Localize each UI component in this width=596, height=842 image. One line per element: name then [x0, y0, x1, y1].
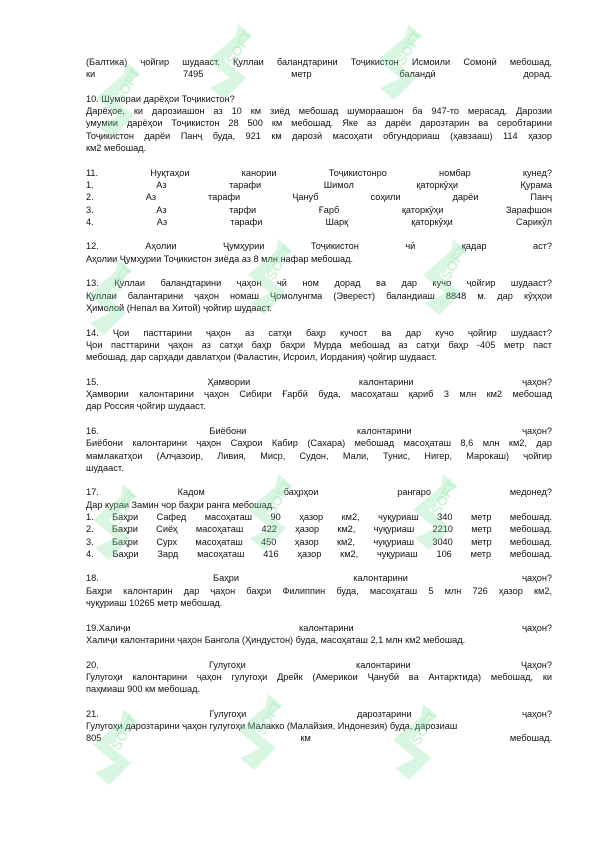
paragraph-gap — [86, 81, 552, 93]
text-line: ки 7495 метр баландӣ дорад. — [86, 69, 552, 80]
text-line: 3. Баҳри Сурх масоҳаташ 450 ҳазор км2, чуқуриаш 3040 метр мебошад. — [86, 536, 552, 547]
paragraph-gap — [86, 474, 552, 486]
svg-text:SOFT: SOFT — [110, 65, 144, 106]
text-line: 4. Баҳри Зард масоҳаташ 416 ҳазор км2, чуқуриаш 106 метр мебошад. — [86, 548, 552, 559]
text-line: 10. Шумораи дарёҳои Тоҷикистон? — [86, 93, 235, 104]
text-line: 21. Гулугоҳи дарозтарини ҷаҳон? — [86, 708, 552, 719]
svg-text:SOFT: SOFT — [252, 697, 286, 738]
text-line: 2. Баҳри Сиёҳ масоҳаташ 422 ҳазор км2, чуқуриаш 2210 метр мебошад. — [86, 524, 552, 535]
document-page — [86, 56, 552, 745]
text-line: 15. Ҳамвории калонтарини ҷаҳон? — [86, 376, 552, 387]
svg-text:SOFT: SOFT — [107, 487, 141, 528]
paragraph-gap — [86, 228, 552, 240]
text-line: умумии дарёҳои Тоҷикистон 28 500 км мебошад. Яке аз дарёи дарозтарин ва серобтарини — [86, 118, 552, 129]
text-line: 19.Халиҷи калонтарини ҷаҳон? — [86, 622, 552, 633]
text-line: 16. Биёбони калонтарини ҷаҳон? — [86, 425, 552, 436]
text-line: Гулугоҳи дарозтарини ҷаҳон гулугоҳи Малакко (Малайзия, Индонезия) буда, дарозиаш — [86, 721, 458, 732]
text-line: дар Россия ҷойгир шудааст. — [86, 401, 206, 412]
text-line: Ҳамвории калонтарини ҷаҳон Сибири Ғарбӣ буда, масоҳаташ қариб 3 млн км2 мебошад — [86, 389, 552, 400]
paragraph-gap — [86, 695, 552, 707]
paragraph-gap — [86, 609, 552, 621]
text-line: 805 км мебошад. — [86, 733, 552, 744]
paragraph-gap — [86, 560, 552, 572]
svg-text:SOFT: SOFT — [407, 707, 441, 748]
text-line: Гулугоҳи калонтарини ҷаҳон гулугоҳи Дрейк (Америкои Ҷанубӣ ва Антарктида) мебошад, ки — [86, 671, 552, 682]
text-line: 4. Аз тарафи Шарқ қаторкӯҳи Сарикӯл — [86, 216, 552, 227]
text-line: Дарёҳое, ки дарозиашон аз 10 км зиёд мебошад шумораашон ба 947-то мерасад. Дарозии — [86, 106, 552, 117]
svg-text:SOFT: SOFT — [102, 262, 136, 303]
text-line: паҳмиаш 900 км мебошад. — [86, 684, 201, 695]
text-line: 14. Ҷои пасттарини ҷаҳон аз сатҳи баҳр кучост ва дар кучо ҷойгир шудааст? — [86, 327, 552, 338]
text-line: 20. Гулугоҳи калонтарини Ҷаҳон? — [86, 659, 552, 670]
text-line: Тоҷикистон дарёи Панҷ буда, 921 км дарозӣ масоҳати обгундориаш (ҳавзааш) 114 ҳазор — [86, 130, 552, 141]
text-line: 13. Қуллаи баландтарини ҷаҳон чӣ ном дорад ва дар кучо ҷойгир шудааст? — [86, 278, 552, 289]
text-line: Биёбони калонтарини ҷаҳон Саҳрои Кабир (Сахара) мебошад масоҳаташ 8,6 млн км2, дар — [86, 438, 552, 449]
text-line: 1. Аз тарафи Шимол қаторкӯҳи Қурама — [86, 179, 552, 190]
text-line: Аҳолии Ҷумҳурии Тоҷикистон зиёда аз 8 млн нафар мебошад. — [86, 253, 354, 264]
paragraph-gap — [86, 363, 552, 375]
paragraph-gap — [86, 646, 552, 658]
svg-text:SOFT: SOFT — [262, 477, 296, 518]
text-line: Баҳри калонтарин дар ҷаҳон баҳри Филиппин буда, масоҳаташ 5 млн 726 ҳазор км2, — [86, 585, 552, 596]
svg-text:SOFT: SOFT — [437, 242, 471, 283]
text-line: Ҷои пасттарини ҷаҳон аз сатҳи баҳр баҳри Мурда мебошад аз сатҳи баҳр -405 метр паст — [86, 339, 552, 350]
text-line: 18. Баҳри калонтарини ҷаҳон? — [86, 573, 552, 584]
text-line: мебошад, дар сарҳади давлатҳои (Фаластин, Исроил, Иордания) ҷойгир шудааст. — [86, 352, 437, 363]
text-line: шудааст. — [86, 462, 124, 473]
text-line: 17. Кадом баҳрҳои рангаро медонед? — [86, 487, 552, 498]
text-line: 12. Аҳолии Ҷумҳурии Тоҷикистон чӣ қадар аст? — [86, 241, 552, 252]
paragraph-gap — [86, 314, 552, 326]
svg-text:SOFT: SOFT — [392, 27, 426, 68]
text-line: мамлакатҳои (Алҷазоир, Ливия, Миср, Судон, Мали, Тунис, Нигер, Марокаш) ҷойгир — [86, 450, 552, 461]
text-line: Халиҷи калонтарини ҷаҳон Бангола (Ҳиндустон) буда, масоҳаташ 2,1 млн км2 мебошад. — [86, 634, 466, 645]
text-line: Дар кураи Замин чор баҳри ранга мебошад. — [86, 499, 275, 510]
paragraph-gap — [86, 154, 552, 166]
svg-text:SOFT: SOFT — [222, 27, 256, 68]
text-line: км2 мебошад. — [86, 143, 147, 154]
svg-text:SOFT: SOFT — [262, 242, 296, 283]
text-line: чуқуриаш 10265 метр мебошад. — [86, 598, 223, 609]
text-line: 3. Аз тарфи Ғарб қаторкӯҳи Зарафшон — [86, 204, 552, 215]
text-line: 2. Аз тарафи Ҷануб соҳили дарёи Панҷ — [86, 192, 552, 203]
text-line: Қуллаи балантарини ҷаҳон номаш Ҷомолунгма (Эверест) баландиаш 8848 м. дар кӯҳҳои — [86, 290, 552, 301]
text-line: 11. Нуқтаҳои канории Тоҷикистонро номбар кунед? — [86, 167, 552, 178]
svg-text:SOFT: SOFT — [427, 477, 461, 518]
svg-text:SOFT: SOFT — [107, 712, 141, 753]
paragraph-gap — [86, 413, 552, 425]
text-line: Ҳимолой (Непал ва Хитой) ҷойгир шудааст. — [86, 302, 272, 313]
paragraph-gap — [86, 265, 552, 277]
text-line: (Балтика) ҷойгир шудааст. Қуллаи баландтарини Тоҷикистон Исмоили Сомонӣ мебошад, — [86, 57, 552, 67]
text-line: 1. Баҳри Сафед масоҳаташ 90 ҳазор км2, чуқуриаш 340 метр мебошад. — [86, 511, 552, 522]
